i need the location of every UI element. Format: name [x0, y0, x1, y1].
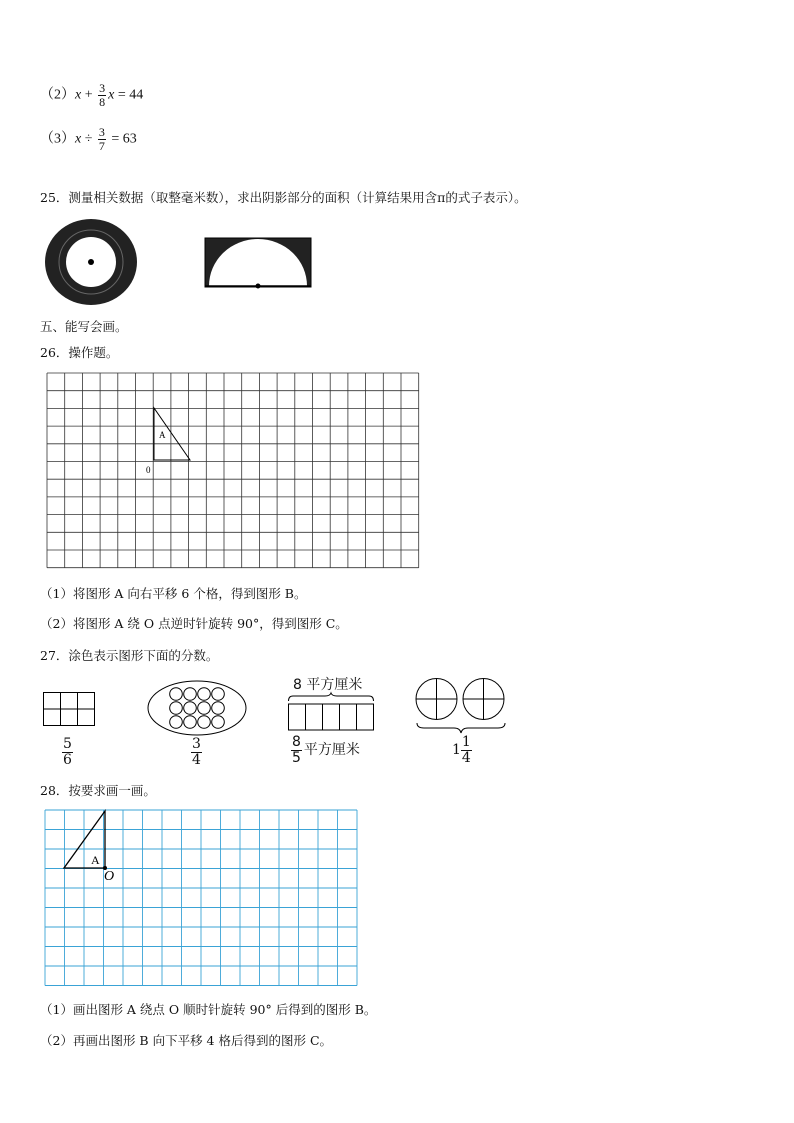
- item-label: （3）: [40, 131, 75, 147]
- question-28-title: 28．按要求画一画。: [40, 783, 156, 798]
- small-circle: [212, 702, 225, 715]
- small-circle: [170, 702, 183, 715]
- small-circle: [212, 716, 225, 729]
- fig3-top-label: 8 平方厘米: [293, 677, 363, 693]
- fraction: $\frac{3}{8}$: [99, 81, 106, 109]
- ring-figure: [45, 220, 139, 308]
- small-circle: [198, 716, 211, 729]
- label-a: A: [159, 430, 166, 440]
- question-25-text: 25．测量相关数据（取整毫米数），求出阴影部分的面积（计算结果用含π的式子表示）。: [40, 190, 527, 205]
- equation-2: （2）x + $\frac{3}{8}$ x = 44: [40, 81, 144, 109]
- small-circle: [170, 688, 183, 701]
- small-circle: [184, 688, 197, 701]
- fraction-5-6: $\frac{5}{6}$: [63, 736, 72, 768]
- mixed-number: 1 $\frac{1}{4}$: [452, 734, 471, 766]
- brace: [416, 722, 506, 734]
- bar-figure: [288, 693, 374, 733]
- semicircle-figure: [204, 237, 314, 289]
- two-circles-figure: [415, 677, 507, 722]
- fraction-3-4: $\frac{3}{4}$: [192, 736, 201, 768]
- question-26-title: 26．操作题。: [40, 345, 119, 360]
- label-a: A: [91, 853, 100, 867]
- label-o: O: [104, 869, 115, 884]
- section-title: 五、能写会画。: [40, 319, 128, 334]
- question-27-title: 27．涂色表示图形下面的分数。: [40, 648, 219, 663]
- item-label: （2）: [40, 87, 75, 103]
- small-circle: [184, 702, 197, 715]
- grid-28: [44, 809, 360, 989]
- label-o: 0: [146, 465, 151, 475]
- ellipse-circles-figure: [147, 680, 247, 736]
- small-circle: [198, 702, 211, 715]
- rect-grid-figure: [43, 692, 95, 727]
- small-circle: [184, 716, 197, 729]
- q28-step-2: （2）再画出图形 B 向下平移 4 格后得到的图形 C。: [40, 1033, 333, 1048]
- fraction: $\frac{3}{7}$: [98, 125, 105, 153]
- small-circle: [198, 688, 211, 701]
- q26-step-1: （1）将图形 A 向右平移 6 个格，得到图形 B。: [40, 586, 307, 601]
- small-circle: [212, 688, 225, 701]
- equation-3: （3）x ÷ $\frac{3}{7}$ = 63: [40, 125, 137, 153]
- q28-step-1: （1）画出图形 A 绕点 O 顺时针旋转 90° 后得到的图形 B。: [40, 1002, 377, 1017]
- small-circle: [170, 716, 183, 729]
- fraction-8-5-unit: $\frac{8}{5}$ 平方厘米: [292, 734, 360, 766]
- grid-26: [46, 372, 426, 567]
- q26-step-2: （2）将图形 A 绕 O 点逆时针旋转 90°，得到图形 C。: [40, 616, 348, 631]
